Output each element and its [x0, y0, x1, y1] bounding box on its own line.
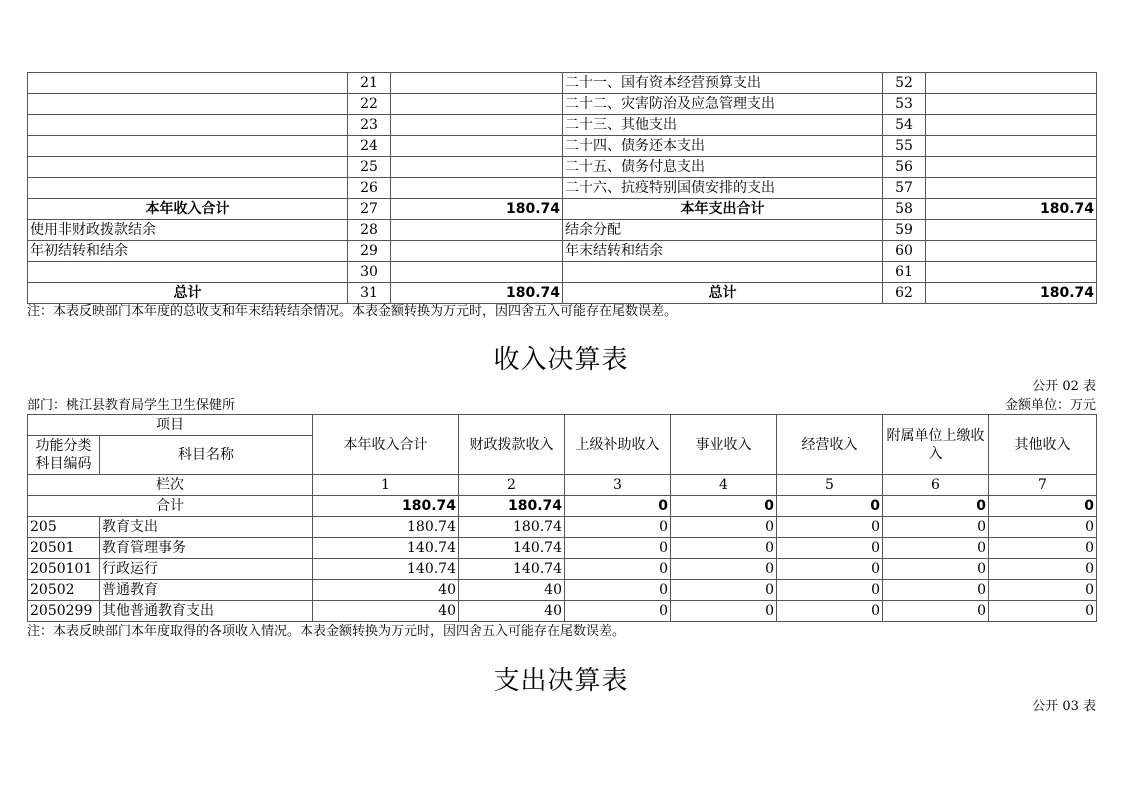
- balance-row: [28, 94, 1097, 115]
- left-line-number: 26: [348, 178, 391, 199]
- balance-row: [28, 220, 1097, 241]
- income-value: 40: [313, 580, 459, 601]
- income-value: 180.74: [313, 517, 459, 538]
- left-item-label: [28, 94, 348, 115]
- department-label: 部门：桃江县教育局学生卫生保健所: [27, 398, 236, 413]
- income-table-note: 注：本表反映部门本年度取得的各项收入情况。本表金额转换为万元时，因四舍五入可能存在尾数误差。: [27, 624, 626, 639]
- left-line-number: 30: [348, 262, 391, 283]
- subject-name: 普通教育: [100, 580, 313, 601]
- total-value: 180.74: [459, 496, 565, 517]
- right-amount: 180.74: [926, 283, 1097, 304]
- left-item-label: [28, 136, 348, 157]
- right-line-number: 60: [883, 241, 926, 262]
- income-value: 0: [565, 517, 671, 538]
- income-value: 0: [777, 538, 883, 559]
- column-number: 1: [313, 475, 459, 496]
- total-value: 0: [671, 496, 777, 517]
- income-value: 0: [671, 517, 777, 538]
- right-amount: [926, 115, 1097, 136]
- left-amount: [391, 262, 563, 283]
- left-line-number: 22: [348, 94, 391, 115]
- income-value: 0: [777, 601, 883, 622]
- total-label: 合计: [28, 496, 313, 517]
- column-number: 5: [777, 475, 883, 496]
- right-item-label: 二十四、债务还本支出: [563, 136, 883, 157]
- right-line-number: 52: [883, 73, 926, 94]
- income-value: 180.74: [459, 517, 565, 538]
- income-value: 40: [459, 580, 565, 601]
- total-value: 0: [883, 496, 989, 517]
- function-code: 2050101: [28, 559, 100, 580]
- balance-row: [28, 178, 1097, 199]
- income-value: 0: [883, 517, 989, 538]
- income-value: 0: [565, 559, 671, 580]
- income-table: [27, 414, 1097, 622]
- header-col-5: 经营收入: [777, 415, 883, 475]
- income-expense-balance-table: [27, 72, 1097, 304]
- right-amount: [926, 94, 1097, 115]
- right-amount: [926, 73, 1097, 94]
- left-amount: 180.74: [391, 199, 563, 220]
- table-row: [28, 601, 1097, 622]
- income-form-number: 公开 02 表: [1032, 379, 1096, 394]
- right-amount: [926, 241, 1097, 262]
- total-value: 180.74: [313, 496, 459, 517]
- right-item-label: 二十三、其他支出: [563, 115, 883, 136]
- right-item-label: 总计: [563, 283, 883, 304]
- function-code: 205: [28, 517, 100, 538]
- subject-name: 教育支出: [100, 517, 313, 538]
- right-item-label: 本年支出合计: [563, 199, 883, 220]
- income-value: 0: [883, 601, 989, 622]
- left-line-number: 21: [348, 73, 391, 94]
- income-value: 0: [883, 559, 989, 580]
- income-value: 0: [777, 517, 883, 538]
- total-value: 0: [565, 496, 671, 517]
- left-amount: [391, 241, 563, 262]
- balance-row: [28, 136, 1097, 157]
- right-line-number: 54: [883, 115, 926, 136]
- balance-row: [28, 115, 1097, 136]
- left-item-label: [28, 115, 348, 136]
- left-line-number: 27: [348, 199, 391, 220]
- balance-row: [28, 157, 1097, 178]
- function-code: 20502: [28, 580, 100, 601]
- left-item-label: 年初结转和结余: [28, 241, 348, 262]
- right-line-number: 57: [883, 178, 926, 199]
- header-name: 科目名称: [100, 436, 313, 475]
- income-value: 140.74: [313, 559, 459, 580]
- right-item-label: 二十六、抗疫特别国债安排的支出: [563, 178, 883, 199]
- left-line-number: 23: [348, 115, 391, 136]
- left-item-label: [28, 262, 348, 283]
- income-value: 40: [459, 601, 565, 622]
- right-amount: [926, 157, 1097, 178]
- balance-row: [28, 73, 1097, 94]
- left-line-number: 28: [348, 220, 391, 241]
- left-line-number: 24: [348, 136, 391, 157]
- income-value: 0: [883, 580, 989, 601]
- balance-table-note: 注：本表反映部门本年度的总收支和年末结转结余情况。本表金额转换为万元时，因四舍五入可能存在尾数误差。: [27, 304, 678, 319]
- table-row: [28, 580, 1097, 601]
- table-row: [28, 517, 1097, 538]
- income-value: 0: [565, 580, 671, 601]
- right-amount: [926, 178, 1097, 199]
- header-col-3: 上级补助收入: [565, 415, 671, 475]
- income-value: 0: [989, 517, 1097, 538]
- header-col-7: 其他收入: [989, 415, 1097, 475]
- left-line-number: 31: [348, 283, 391, 304]
- left-item-label: 使用非财政拨款结余: [28, 220, 348, 241]
- left-item-label: 总计: [28, 283, 348, 304]
- column-number: 3: [565, 475, 671, 496]
- column-number: 7: [989, 475, 1097, 496]
- subject-name: 行政运行: [100, 559, 313, 580]
- total-value: 0: [777, 496, 883, 517]
- left-item-label: 本年收入合计: [28, 199, 348, 220]
- right-line-number: 53: [883, 94, 926, 115]
- header-col-4: 事业收入: [671, 415, 777, 475]
- income-value: 0: [565, 601, 671, 622]
- income-value: 0: [883, 538, 989, 559]
- income-value: 0: [989, 538, 1097, 559]
- left-amount: 180.74: [391, 283, 563, 304]
- total-value: 0: [989, 496, 1097, 517]
- unit-label: 金额单位：万元: [1004, 398, 1096, 413]
- income-table-title: 收入决算表: [493, 345, 629, 375]
- header-col-2: 财政拨款收入: [459, 415, 565, 475]
- left-item-label: [28, 73, 348, 94]
- right-item-label: 二十二、灾害防治及应急管理支出: [563, 94, 883, 115]
- left-amount: [391, 157, 563, 178]
- subject-name: 教育管理事务: [100, 538, 313, 559]
- right-item-label: 二十五、债务付息支出: [563, 157, 883, 178]
- table-row: [28, 559, 1097, 580]
- right-line-number: 58: [883, 199, 926, 220]
- balance-row: [28, 262, 1097, 283]
- column-number: 4: [671, 475, 777, 496]
- subject-name: 其他普通教育支出: [100, 601, 313, 622]
- function-code: 20501: [28, 538, 100, 559]
- income-value: 0: [989, 580, 1097, 601]
- left-amount: [391, 178, 563, 199]
- right-item-label: 结余分配: [563, 220, 883, 241]
- right-amount: [926, 136, 1097, 157]
- expense-form-number: 公开 03 表: [1032, 699, 1096, 714]
- balance-row: [28, 199, 1097, 220]
- function-code: 2050299: [28, 601, 100, 622]
- column-number: 6: [883, 475, 989, 496]
- income-value: 0: [671, 538, 777, 559]
- left-amount: [391, 94, 563, 115]
- left-item-label: [28, 157, 348, 178]
- income-value: 0: [671, 559, 777, 580]
- balance-row: [28, 283, 1097, 304]
- income-value: 40: [313, 601, 459, 622]
- left-item-label: [28, 178, 348, 199]
- income-value: 0: [671, 580, 777, 601]
- right-line-number: 55: [883, 136, 926, 157]
- left-line-number: 29: [348, 241, 391, 262]
- income-value: 0: [989, 601, 1097, 622]
- right-amount: [926, 220, 1097, 241]
- right-amount: 180.74: [926, 199, 1097, 220]
- income-value: 0: [565, 538, 671, 559]
- income-value: 140.74: [313, 538, 459, 559]
- left-amount: [391, 115, 563, 136]
- right-item-label: 年末结转和结余: [563, 241, 883, 262]
- column-number: 2: [459, 475, 565, 496]
- right-amount: [926, 262, 1097, 283]
- header-project: 项目: [28, 415, 313, 436]
- income-value: 0: [777, 559, 883, 580]
- income-value: 140.74: [459, 538, 565, 559]
- right-line-number: 61: [883, 262, 926, 283]
- balance-row: [28, 241, 1097, 262]
- income-value: 0: [777, 580, 883, 601]
- right-item-label: 二十一、国有资本经营预算支出: [563, 73, 883, 94]
- income-value: 140.74: [459, 559, 565, 580]
- right-line-number: 59: [883, 220, 926, 241]
- left-amount: [391, 136, 563, 157]
- income-value: 0: [989, 559, 1097, 580]
- right-line-number: 56: [883, 157, 926, 178]
- income-value: 0: [671, 601, 777, 622]
- header-code: 功能分类科目编码: [28, 436, 100, 475]
- header-column-label: 栏次: [28, 475, 313, 496]
- header-col-1: 本年收入合计: [313, 415, 459, 475]
- right-line-number: 62: [883, 283, 926, 304]
- left-amount: [391, 73, 563, 94]
- expense-table-title: 支出决算表: [493, 666, 629, 696]
- right-item-label: [563, 262, 883, 283]
- table-row: [28, 538, 1097, 559]
- header-col-6: 附属单位上缴收入: [883, 415, 989, 475]
- left-line-number: 25: [348, 157, 391, 178]
- left-amount: [391, 220, 563, 241]
